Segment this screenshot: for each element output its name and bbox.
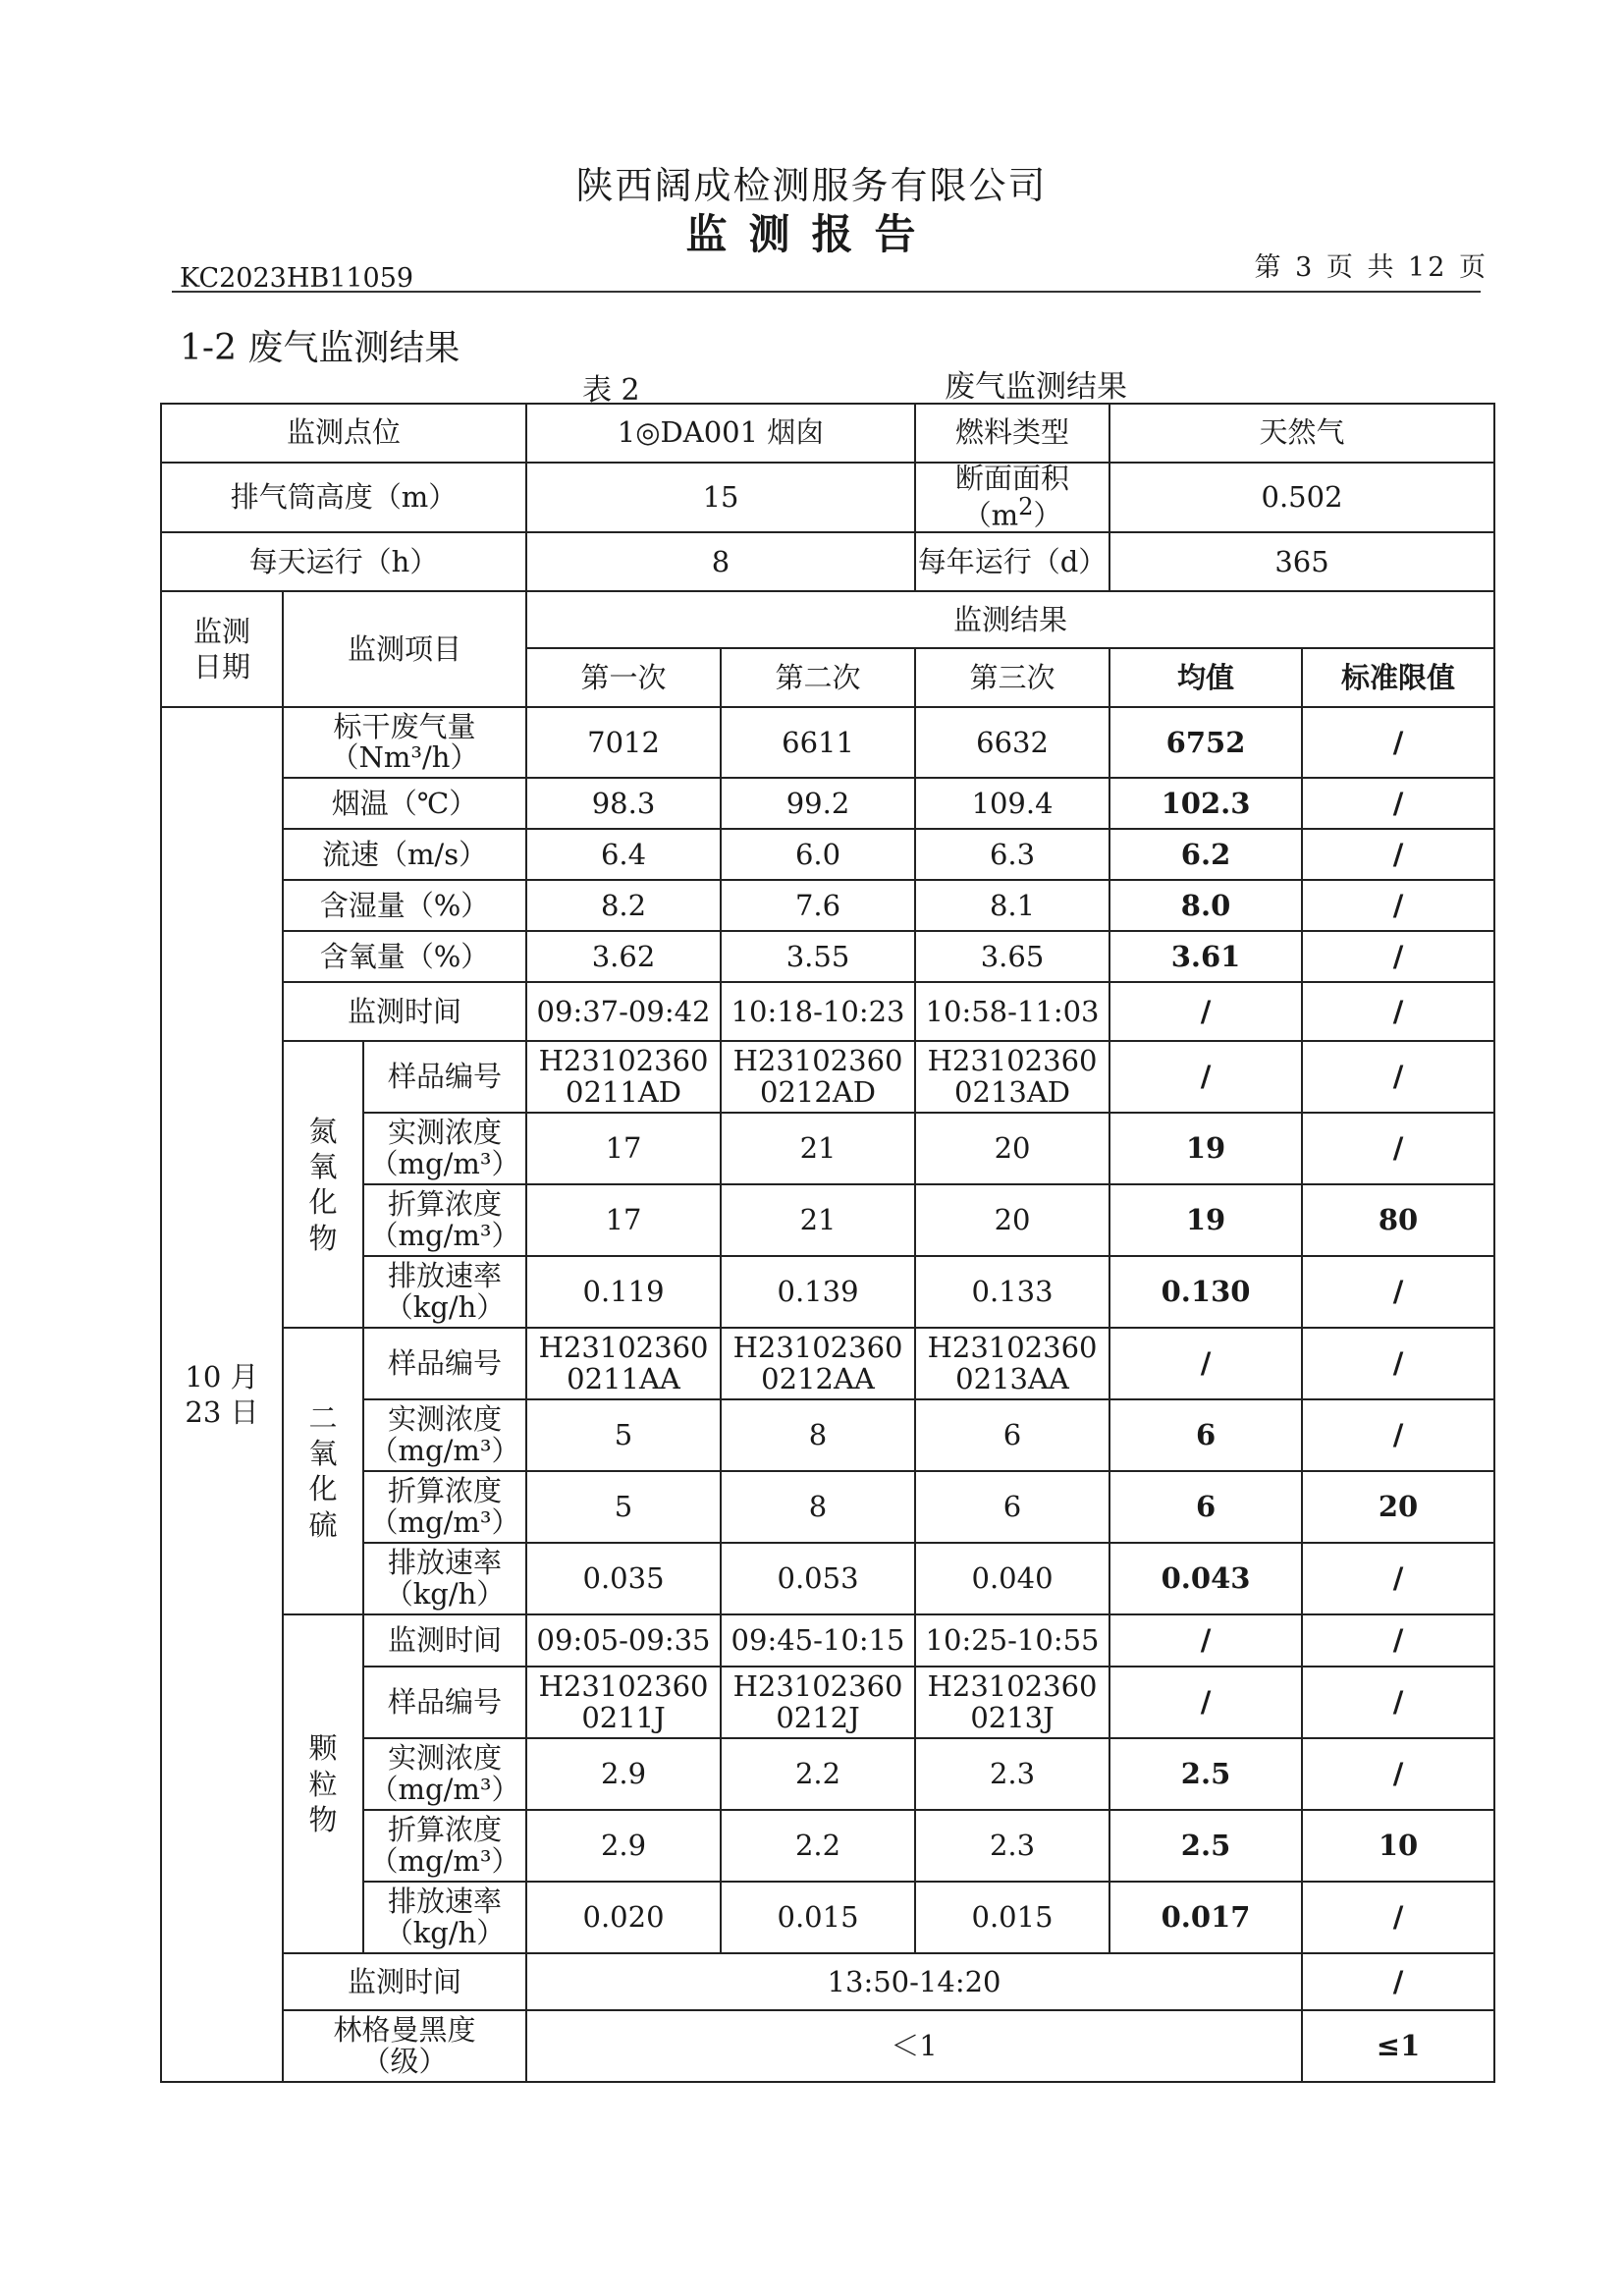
- average-value: 19: [1109, 1184, 1302, 1256]
- run-1-value: [526, 1256, 721, 1328]
- sub-item-label-line1: 折算浓度: [388, 1187, 503, 1222]
- item-label: [283, 778, 526, 829]
- run-2-value-line2: 0212J: [776, 1700, 860, 1734]
- run-2-value: [721, 1471, 915, 1543]
- sub-item-label-line1: 排放速率: [388, 1885, 503, 1919]
- limit-value: /: [1302, 1041, 1494, 1113]
- run-2-value: 3.55: [721, 931, 915, 982]
- table-row: [161, 1614, 1494, 1667]
- run-1-value: [526, 1614, 721, 1667]
- run-2-value: [721, 1543, 915, 1614]
- sub-item-label: [363, 1882, 526, 1953]
- ringelmann-label: [283, 2010, 526, 2082]
- area-label-main: 断面面积（m: [955, 462, 1070, 532]
- sub-item-label: [363, 1738, 526, 1810]
- average-value: 2.5: [1109, 1810, 1302, 1882]
- ringelmann-time-label: 监测时间: [283, 1953, 526, 2010]
- run-2-value: [721, 1882, 915, 1953]
- sub-item-label: [363, 1471, 526, 1543]
- sub-item-label-line1: 折算浓度: [388, 1813, 503, 1847]
- date-cell: [161, 707, 283, 2082]
- run-1-value: 3.62: [526, 931, 721, 982]
- sub-item-label: [363, 1041, 526, 1113]
- run-1-value-line1: 09:05-09:35: [536, 1623, 711, 1658]
- run-1-value: 7012: [526, 707, 721, 778]
- ringelmann-time-limit: /: [1302, 1953, 1494, 2010]
- run-1-value: [526, 1882, 721, 1953]
- run-1-value: [526, 1328, 721, 1399]
- run-2-value: [721, 1399, 915, 1471]
- nox-group-label: [283, 1041, 363, 1328]
- run-2-value: 10:18-10:23: [721, 982, 915, 1041]
- run-3-value: [915, 1667, 1109, 1738]
- table-row: [161, 880, 1494, 931]
- run-3-value-line1: 6: [1002, 1490, 1022, 1524]
- yearly-value: 365: [1109, 532, 1494, 591]
- table-row: [161, 931, 1494, 982]
- limit-value: /: [1302, 778, 1494, 829]
- so2-group-name: 二氧化硫: [308, 1400, 338, 1542]
- average-header: 均值: [1109, 648, 1302, 707]
- ringelmann-value: ＜1: [526, 2010, 1302, 2082]
- report-title: 监测报告: [685, 210, 938, 258]
- item-label: [283, 880, 526, 931]
- sub-item-label-line1: 样品编号: [388, 1685, 503, 1720]
- run-2-value-line1: 21: [799, 1131, 837, 1166]
- run-3-value: 3.65: [915, 931, 1109, 982]
- table-row: [161, 1041, 1494, 1113]
- average-value: 8.0: [1109, 880, 1302, 931]
- run-2-value-line1: 0.015: [777, 1900, 859, 1935]
- run-3-value: [915, 1399, 1109, 1471]
- run-3-value-line2: 0213AD: [954, 1074, 1071, 1109]
- run-2-value: [721, 1614, 915, 1667]
- run-2-value: [721, 1810, 915, 1882]
- item-label-line2: （Nm³/h）: [330, 740, 479, 775]
- run-1-value-line2: 0211J: [581, 1700, 666, 1734]
- table-row: [161, 707, 1494, 778]
- fuel-label: 燃料类型: [915, 404, 1109, 463]
- average-value: 0.017: [1109, 1882, 1302, 1953]
- average-value: 6: [1109, 1399, 1302, 1471]
- run-2-value-line1: 2.2: [794, 1829, 841, 1863]
- exhaust-gas-results-table: [160, 403, 1495, 2083]
- item-label: [283, 931, 526, 982]
- run-2-value-line1: H23102360: [732, 1669, 903, 1704]
- run-3-value-line1: 0.133: [971, 1275, 1054, 1309]
- limit-value: /: [1302, 1882, 1494, 1953]
- run-3-value: 6632: [915, 707, 1109, 778]
- date-text: 10 月 23 日: [185, 1360, 259, 1430]
- ringelmann-limit: ≤1: [1302, 2010, 1494, 2082]
- run-3-value-line1: 2.3: [989, 1757, 1036, 1791]
- run-1-value-line2: 0211AA: [567, 1361, 680, 1395]
- run-1-value: 6.4: [526, 829, 721, 880]
- run-2-value: 6611: [721, 707, 915, 778]
- limit-value: /: [1302, 982, 1494, 1041]
- average-value: 3.61: [1109, 931, 1302, 982]
- run-2-value: 6.0: [721, 829, 915, 880]
- run-1-value: [526, 1399, 721, 1471]
- sub-item-label: [363, 1543, 526, 1614]
- second-run-header: 第二次: [721, 648, 915, 707]
- limit-value: /: [1302, 1328, 1494, 1399]
- limit-value: /: [1302, 1738, 1494, 1810]
- third-run-header: 第三次: [915, 648, 1109, 707]
- run-1-value-line1: H23102360: [538, 1669, 709, 1704]
- run-3-value: [915, 1184, 1109, 1256]
- sub-item-label-line2: （mg/m³）: [369, 1146, 520, 1180]
- limit-value: 80: [1302, 1184, 1494, 1256]
- sub-item-label-line2: （mg/m³）: [369, 1218, 520, 1252]
- run-3-value: [915, 1543, 1109, 1614]
- info-row-runtime: [161, 532, 1494, 591]
- daily-value: 8: [526, 532, 915, 591]
- header-rule: [172, 291, 1481, 293]
- item-label-line1: 流速（m/s）: [321, 837, 488, 871]
- limit-value: /: [1302, 880, 1494, 931]
- sub-item-label-line2: （mg/m³）: [369, 1843, 520, 1878]
- run-1-value: [526, 1041, 721, 1113]
- limit-value: /: [1302, 1667, 1494, 1738]
- pm-group-name: 颗粒物: [308, 1731, 338, 1836]
- ringelmann-time-value: 13:50-14:20: [526, 1953, 1302, 2010]
- run-3-value: [915, 1614, 1109, 1667]
- ringelmann-label-line1: 林格曼黑度: [333, 2013, 476, 2048]
- limit-value: 20: [1302, 1471, 1494, 1543]
- run-1-value: [526, 1667, 721, 1738]
- point-value: 1◎DA001 烟囱: [526, 404, 915, 463]
- so2-group-label: [283, 1328, 363, 1614]
- item-label: [283, 982, 526, 1041]
- company-name: 陕西阔成检测服务有限公司: [575, 164, 1048, 207]
- run-3-value: [915, 1882, 1109, 1953]
- table-row: [161, 2010, 1494, 2082]
- run-1-value-line2: 0211AD: [566, 1074, 682, 1109]
- sub-item-label-line1: 样品编号: [388, 1060, 503, 1094]
- sub-item-label-line1: 实测浓度: [388, 1116, 503, 1150]
- sub-item-label-line2: （kg/h）: [384, 1289, 506, 1324]
- area-label-sup: 2: [1018, 493, 1034, 521]
- run-3-value-line2: 0213J: [970, 1700, 1055, 1734]
- run-3-value: [915, 1738, 1109, 1810]
- sub-item-label-line1: 实测浓度: [388, 1741, 503, 1776]
- sub-item-label-line2: （mg/m³）: [369, 1772, 520, 1806]
- section-title: 1-2 废气监测结果: [180, 328, 460, 368]
- run-1-value: [526, 1810, 721, 1882]
- limit-value: /: [1302, 1256, 1494, 1328]
- run-2-value: [721, 1667, 915, 1738]
- run-3-value-line1: 20: [994, 1203, 1031, 1237]
- sub-item-label: [363, 1614, 526, 1667]
- table-row: [161, 1953, 1494, 2010]
- item-label-line1: 含氧量（%）: [319, 939, 490, 973]
- average-value: 0.130: [1109, 1256, 1302, 1328]
- run-2-value-line1: 09:45-10:15: [730, 1623, 905, 1658]
- sub-item-label-line1: 实测浓度: [388, 1402, 503, 1437]
- run-3-value: 10:58-11:03: [915, 982, 1109, 1041]
- daily-label: 每天运行（h）: [161, 532, 526, 591]
- limit-value: /: [1302, 829, 1494, 880]
- height-value: 15: [526, 463, 915, 532]
- sub-item-label: [363, 1328, 526, 1399]
- sub-item-label-line2: （mg/m³）: [369, 1433, 520, 1467]
- page-number: 第 3 页 共 12 页: [1254, 252, 1488, 283]
- sub-item-label-line2: （kg/h）: [384, 1576, 506, 1611]
- run-2-value-line1: 21: [799, 1203, 837, 1237]
- sub-item-label-line1: 折算浓度: [388, 1474, 503, 1508]
- run-2-value-line1: H23102360: [732, 1044, 903, 1078]
- header-row-1: [161, 591, 1494, 648]
- run-2-value: 7.6: [721, 880, 915, 931]
- item-label: [283, 707, 526, 778]
- run-3-value: 8.1: [915, 880, 1109, 931]
- run-3-value: [915, 1328, 1109, 1399]
- average-value: 102.3: [1109, 778, 1302, 829]
- run-2-value-line1: 8: [808, 1490, 828, 1524]
- run-2-value: 99.2: [721, 778, 915, 829]
- run-2-value: [721, 1256, 915, 1328]
- run-2-value: [721, 1041, 915, 1113]
- sub-item-label: [363, 1184, 526, 1256]
- table-title: 废气监测结果: [945, 369, 1127, 405]
- sub-item-label-line1: 监测时间: [388, 1623, 503, 1658]
- run-1-value-line1: 2.9: [600, 1757, 647, 1791]
- run-1-value: [526, 1738, 721, 1810]
- run-3-value-line1: 10:25-10:55: [925, 1623, 1100, 1658]
- area-label-end: ）: [1033, 498, 1062, 532]
- run-3-value-line1: H23102360: [927, 1669, 1098, 1704]
- table-row: [161, 778, 1494, 829]
- limit-value: /: [1302, 931, 1494, 982]
- table-number: 表 2: [582, 373, 640, 408]
- limit-value: /: [1302, 1614, 1494, 1667]
- sub-item-label-line1: 样品编号: [388, 1346, 503, 1381]
- run-2-value: [721, 1328, 915, 1399]
- run-3-value-line1: H23102360: [927, 1331, 1098, 1365]
- run-1-value: 8.2: [526, 880, 721, 931]
- document-number: KC2023HB11059: [180, 263, 414, 294]
- run-3-value: [915, 1810, 1109, 1882]
- run-3-value-line1: 0.040: [971, 1561, 1054, 1596]
- average-value: /: [1109, 1328, 1302, 1399]
- average-value: 6: [1109, 1471, 1302, 1543]
- sub-item-label: [363, 1399, 526, 1471]
- pm-group-label: [283, 1614, 363, 1953]
- date-column-header-text: 监测日期: [192, 615, 250, 684]
- fuel-value: 天然气: [1109, 404, 1494, 463]
- average-value: 6.2: [1109, 829, 1302, 880]
- run-2-value: [721, 1738, 915, 1810]
- first-run-header: 第一次: [526, 648, 721, 707]
- run-3-value: [915, 1113, 1109, 1184]
- sub-item-label-line1: 排放速率: [388, 1259, 503, 1293]
- average-value: /: [1109, 982, 1302, 1041]
- run-3-value: [915, 1256, 1109, 1328]
- run-1-value: [526, 1184, 721, 1256]
- limit-value: 10: [1302, 1810, 1494, 1882]
- average-value: 6752: [1109, 707, 1302, 778]
- run-3-value-line1: 2.3: [989, 1829, 1036, 1863]
- item-column-header: 监测项目: [283, 591, 526, 707]
- average-value: 0.043: [1109, 1543, 1302, 1614]
- sub-item-label: [363, 1256, 526, 1328]
- run-2-value-line1: 0.139: [777, 1275, 859, 1309]
- average-value: /: [1109, 1667, 1302, 1738]
- run-3-value: 6.3: [915, 829, 1109, 880]
- info-row-height: [161, 463, 1494, 532]
- run-3-value-line1: 0.015: [971, 1900, 1054, 1935]
- ringelmann-label-line2: （级）: [361, 2044, 448, 2078]
- run-1-value: [526, 1471, 721, 1543]
- limit-value: /: [1302, 1543, 1494, 1614]
- run-1-value-line1: H23102360: [538, 1044, 709, 1078]
- table-row: [161, 829, 1494, 880]
- run-1-value-line1: H23102360: [538, 1331, 709, 1365]
- run-2-value-line2: 0212AD: [760, 1074, 877, 1109]
- run-1-value-line1: 17: [605, 1131, 642, 1166]
- sub-item-label-line2: （mg/m³）: [369, 1504, 520, 1539]
- run-1-value: 09:37-09:42: [526, 982, 721, 1041]
- average-value: /: [1109, 1614, 1302, 1667]
- yearly-label: 每年运行（d）: [915, 532, 1109, 591]
- sub-item-label: [363, 1667, 526, 1738]
- run-1-value: [526, 1543, 721, 1614]
- run-1-value-line1: 2.9: [600, 1829, 647, 1863]
- limit-header: 标准限值: [1302, 648, 1494, 707]
- average-value: 2.5: [1109, 1738, 1302, 1810]
- run-1-value-line1: 5: [614, 1418, 633, 1452]
- run-3-value-line1: 6: [1002, 1418, 1022, 1452]
- sub-item-label: [363, 1810, 526, 1882]
- run-2-value: [721, 1113, 915, 1184]
- run-1-value: 98.3: [526, 778, 721, 829]
- run-2-value-line1: 2.2: [794, 1757, 841, 1791]
- area-value: 0.502: [1109, 463, 1494, 532]
- average-value: 19: [1109, 1113, 1302, 1184]
- run-3-value-line1: H23102360: [927, 1044, 1098, 1078]
- run-3-value-line2: 0213AA: [955, 1361, 1069, 1395]
- run-1-value-line1: 17: [605, 1203, 642, 1237]
- limit-value: /: [1302, 1113, 1494, 1184]
- run-3-value: [915, 1471, 1109, 1543]
- sub-item-label-line1: 排放速率: [388, 1546, 503, 1580]
- run-1-value-line1: 0.119: [582, 1275, 665, 1309]
- area-label: [915, 463, 1109, 532]
- run-3-value-line1: 20: [994, 1131, 1031, 1166]
- table-row: [161, 982, 1494, 1041]
- item-label-line1: 标干废气量: [333, 709, 476, 743]
- limit-value: /: [1302, 1399, 1494, 1471]
- info-row-point: [161, 404, 1494, 463]
- point-label: 监测点位: [161, 404, 526, 463]
- run-1-value-line1: 0.020: [582, 1900, 665, 1935]
- item-label-line1: 烟温（℃）: [331, 786, 478, 820]
- results-body: [161, 707, 1494, 2082]
- item-label-line1: 监测时间: [348, 994, 462, 1028]
- sub-item-label: [363, 1113, 526, 1184]
- item-label: [283, 829, 526, 880]
- results-header: 监测结果: [526, 591, 1494, 648]
- nox-group-name: 氮氧化物: [308, 1114, 338, 1255]
- limit-value: /: [1302, 707, 1494, 778]
- run-2-value-line1: 8: [808, 1418, 828, 1452]
- table-row: [161, 1328, 1494, 1399]
- average-value: /: [1109, 1041, 1302, 1113]
- run-2-value-line1: 0.053: [777, 1561, 859, 1596]
- run-2-value-line1: H23102360: [732, 1331, 903, 1365]
- height-label: 排气筒高度（m）: [161, 463, 526, 532]
- run-2-value: [721, 1184, 915, 1256]
- sub-item-label-line2: （kg/h）: [384, 1915, 506, 1949]
- run-3-value: [915, 1041, 1109, 1113]
- run-1-value-line1: 5: [614, 1490, 633, 1524]
- item-label-line1: 含湿量（%）: [319, 888, 490, 922]
- date-column-header: [161, 591, 283, 707]
- run-1-value: [526, 1113, 721, 1184]
- run-2-value-line2: 0212AA: [761, 1361, 875, 1395]
- run-1-value-line1: 0.035: [582, 1561, 665, 1596]
- run-3-value: 109.4: [915, 778, 1109, 829]
